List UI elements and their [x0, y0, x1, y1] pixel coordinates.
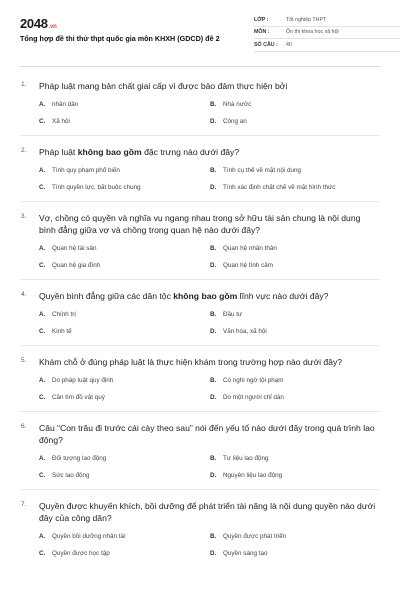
option-letter: D.: [210, 262, 217, 269]
option-text: Tính xác định chặt chẽ về mặt hình thức: [223, 184, 336, 191]
exam-meta: [254, 14, 400, 52]
question-number: 5.: [21, 357, 27, 364]
option-letter: A.: [39, 167, 46, 174]
option-text: Công an: [223, 118, 247, 125]
question-divider: [20, 279, 380, 280]
question-number: 2.: [21, 147, 27, 154]
option-letter: A.: [39, 533, 46, 540]
question-7: [20, 500, 380, 557]
answer-option[interactable]: [210, 533, 381, 540]
answer-option[interactable]: [39, 394, 210, 401]
question-text-part: Vợ, chồng có quyền và nghĩa vụ ngang nhau trong sở hữu tài sản chung là nội dung bình đẳng giữa vợ và chồng trong quan hệ nào dưới đây?: [39, 213, 361, 235]
option-letter: C.: [39, 472, 46, 479]
question-text-emphasis: không bao gồm: [77, 147, 142, 157]
option-text: Chính trị: [52, 311, 76, 318]
question-text-part: Câu “Con trâu đi trước cái cày theo sau” nói đến yếu tố nào dưới đây trong quá trình lao động?: [39, 423, 375, 445]
answer-options: [39, 455, 380, 479]
answer-option[interactable]: [210, 550, 381, 557]
meta-value: Ôn thi khoa học xã hội: [286, 29, 339, 36]
answer-option[interactable]: [210, 167, 381, 174]
meta-value: 40: [286, 41, 292, 48]
option-text: Quyền được học tập: [52, 550, 110, 557]
question-number: 7.: [21, 501, 27, 508]
question-divider: [20, 135, 380, 136]
option-letter: C.: [39, 262, 46, 269]
answer-option[interactable]: [39, 262, 210, 269]
option-text: Do một người chỉ dẫn: [223, 394, 284, 401]
option-text: Sức lao động: [52, 472, 90, 479]
option-text: Quan hệ nhân thân: [223, 245, 277, 252]
option-letter: C.: [39, 550, 46, 557]
question-text-part: Pháp luật: [39, 147, 78, 157]
option-letter: B.: [210, 311, 217, 318]
question-6: [20, 422, 380, 479]
option-text: Tính cụ thể về mặt nội dung: [223, 167, 302, 174]
option-letter: D.: [210, 118, 217, 125]
logo-domain: .vn: [48, 24, 57, 30]
option-text: Văn hóa, xã hội: [223, 328, 267, 335]
question-text-part: Khám chỗ ở đúng pháp luật là thực hiện khám trong trường hợp nào dưới đây?: [39, 357, 343, 367]
question-text: [39, 422, 380, 446]
option-letter: B.: [210, 167, 217, 174]
option-letter: C.: [39, 394, 46, 401]
answer-option[interactable]: [210, 245, 381, 252]
option-text: Quyền sáng tạo: [223, 550, 268, 557]
question-head: [20, 422, 380, 446]
question-text: [39, 212, 380, 236]
meta-row-class: [254, 14, 400, 27]
option-text: Đầu tư: [223, 311, 243, 318]
answer-option[interactable]: [210, 328, 381, 335]
header-divider: [20, 66, 380, 67]
option-letter: B.: [210, 245, 217, 252]
meta-label: MÔN :: [254, 29, 270, 36]
question-text-part: lĩnh vực nào dưới đây?: [237, 291, 329, 301]
meta-label: SỐ CÂU :: [254, 41, 278, 48]
question-number: 4.: [21, 291, 27, 298]
exam-title: Tổng hợp đề thi thử thpt quốc gia môn KHXH (GDCD) đề 2: [20, 34, 220, 43]
option-letter: D.: [210, 184, 217, 191]
meta-row-count: [254, 39, 400, 52]
answer-option[interactable]: [210, 311, 381, 318]
question-text-part: Quyền được khuyến khích, bồi dưỡng để phát triển tài năng là nội dung quyền nào dưới đây của công dân?: [39, 501, 376, 523]
option-text: Có nghi ngờ tội phạm: [223, 377, 284, 384]
answer-options: [39, 311, 380, 335]
answer-option[interactable]: [39, 328, 210, 335]
answer-option[interactable]: [39, 311, 210, 318]
option-text: Cần tìm đồ vật quý: [52, 394, 105, 401]
question-list: [20, 80, 380, 557]
answer-option[interactable]: [39, 455, 210, 462]
site-logo[interactable]: [20, 16, 57, 31]
option-letter: A.: [39, 311, 46, 318]
answer-option[interactable]: [210, 377, 381, 384]
question-text-emphasis: không bao gồm: [173, 291, 238, 301]
question-text: [39, 500, 380, 524]
option-letter: A.: [39, 377, 46, 384]
question-text: [39, 290, 380, 302]
option-letter: B.: [210, 101, 217, 108]
option-letter: A.: [39, 101, 46, 108]
answer-option[interactable]: [39, 245, 210, 252]
option-letter: B.: [210, 533, 217, 540]
option-text: Quyền được phát triển: [223, 533, 287, 540]
option-text: Tư liệu lao động: [223, 455, 269, 462]
meta-value: Tốt nghiệp THPT: [286, 16, 327, 23]
question-number: 6.: [21, 423, 27, 430]
answer-option[interactable]: [210, 472, 381, 479]
question-divider: [20, 201, 380, 202]
option-letter: C.: [39, 184, 46, 191]
question-4: [20, 290, 380, 335]
question-text-part: Pháp luật mang bản chất giai cấp vì được bảo đảm thực hiện bởi: [39, 81, 288, 91]
option-text: Quyền bồi dưỡng nhân tài: [52, 533, 126, 540]
answer-option[interactable]: [210, 262, 381, 269]
question-2: [20, 146, 380, 191]
question-head: [20, 290, 380, 302]
option-letter: A.: [39, 245, 46, 252]
question-text-part: Quyền bình đẳng giữa các dân tộc: [39, 291, 174, 301]
question-text: [39, 356, 380, 368]
question-5: [20, 356, 380, 401]
question-divider: [20, 345, 380, 346]
answer-option[interactable]: [39, 472, 210, 479]
option-text: nhân dân: [52, 101, 79, 108]
question-head: [20, 356, 380, 368]
option-text: Nguyên liệu lao động: [223, 472, 283, 479]
question-head: [20, 500, 380, 524]
question-3: [20, 212, 380, 269]
option-text: Tính quyền lực, bắt buộc chung: [52, 184, 141, 191]
question-text: [39, 80, 380, 92]
question-head: [20, 80, 380, 92]
question-text: [39, 146, 380, 158]
question-head: [20, 212, 380, 236]
question-number: 1.: [21, 81, 27, 88]
option-letter: D.: [210, 394, 217, 401]
option-text: Tính quy phạm phổ biến: [52, 167, 120, 174]
option-letter: C.: [39, 328, 46, 335]
option-text: Quan hệ tình cảm: [223, 262, 274, 269]
exam-header: [20, 0, 380, 68]
question-number: 3.: [21, 213, 27, 220]
answer-option[interactable]: [210, 118, 381, 125]
meta-row-subject: [254, 27, 400, 40]
answer-option[interactable]: [210, 101, 381, 108]
answer-option[interactable]: [39, 184, 210, 191]
option-text: Quan hệ gia đình: [52, 262, 101, 269]
answer-options: [39, 245, 380, 269]
answer-option[interactable]: [39, 101, 210, 108]
answer-option[interactable]: [39, 377, 210, 384]
option-letter: B.: [210, 455, 217, 462]
answer-option[interactable]: [210, 184, 381, 191]
answer-option[interactable]: [39, 533, 210, 540]
answer-options: [39, 167, 380, 191]
option-text: Đối tượng lao động: [52, 455, 107, 462]
answer-option[interactable]: [210, 455, 381, 462]
option-letter: D.: [210, 550, 217, 557]
option-text: Quan hệ tài sản: [52, 245, 97, 252]
question-1: [20, 80, 380, 125]
option-letter: B.: [210, 377, 217, 384]
option-text: Nhà nước: [223, 101, 252, 108]
option-letter: C.: [39, 118, 46, 125]
logo-text: 2048: [20, 16, 48, 31]
option-text: Kinh tế: [52, 328, 72, 335]
answer-option[interactable]: [210, 394, 381, 401]
option-letter: D.: [210, 472, 217, 479]
answer-options: [39, 101, 380, 125]
option-text: Do pháp luật quy định: [52, 377, 114, 384]
question-divider: [20, 489, 380, 490]
question-text-part: đặc trưng nào dưới đây?: [141, 147, 240, 157]
option-letter: D.: [210, 328, 217, 335]
option-letter: A.: [39, 455, 46, 462]
answer-option[interactable]: [39, 550, 210, 557]
answer-option[interactable]: [39, 167, 210, 174]
answer-options: [39, 533, 380, 557]
option-text: Xã hội: [52, 118, 70, 125]
question-divider: [20, 411, 380, 412]
answer-options: [39, 377, 380, 401]
meta-label: LỚP :: [254, 16, 269, 23]
answer-option[interactable]: [39, 118, 210, 125]
question-head: [20, 146, 380, 158]
